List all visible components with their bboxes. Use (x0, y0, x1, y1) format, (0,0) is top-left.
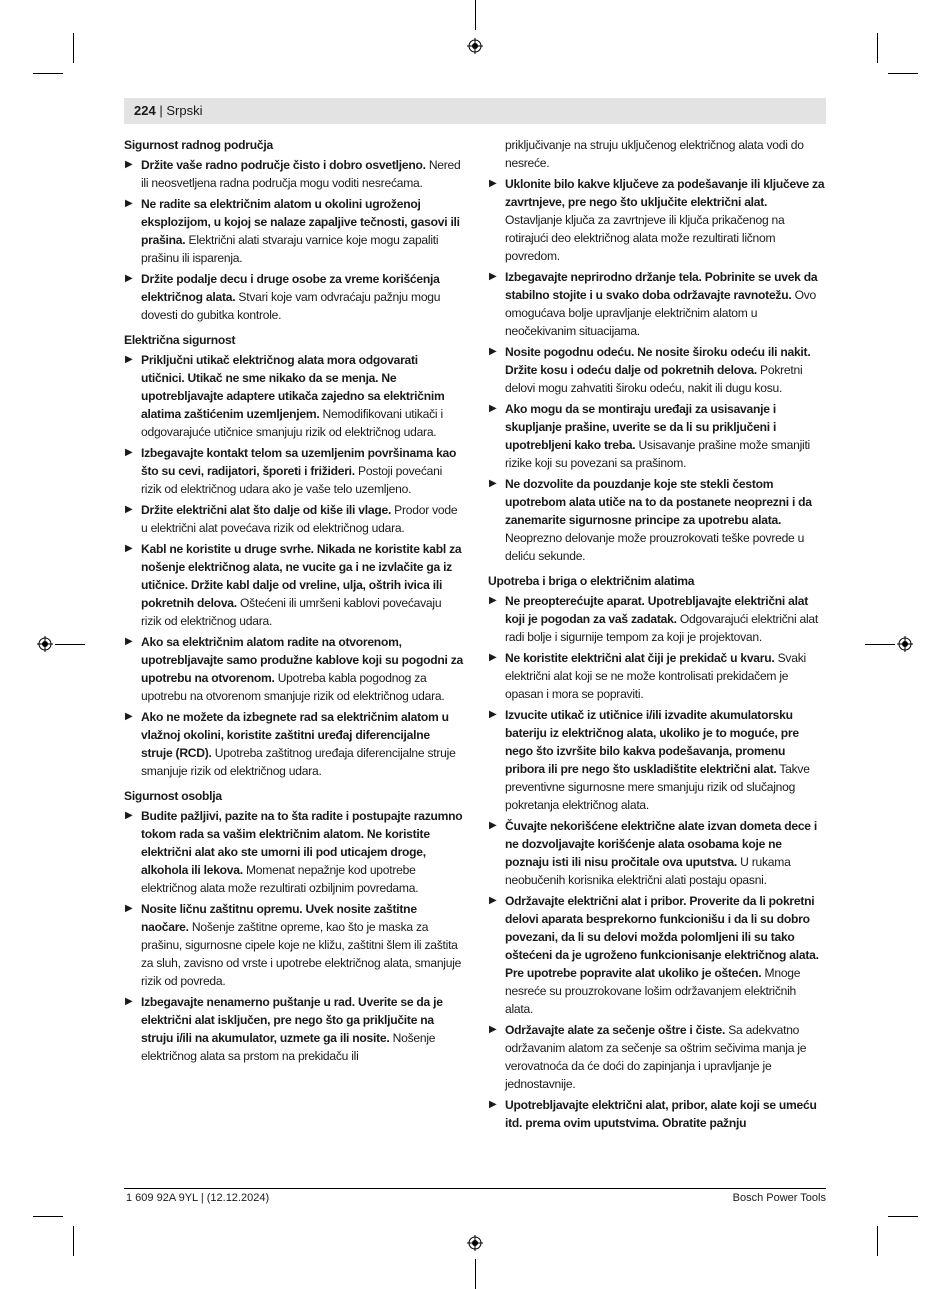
bullet-triangle-icon: ▶ (489, 652, 497, 663)
bullet-triangle-icon: ▶ (489, 595, 497, 606)
safety-list-item (488, 175, 827, 265)
bullet-triangle-icon: ▶ (125, 273, 133, 284)
footer-rule (124, 1188, 826, 1189)
registration-mark-icon (467, 1235, 483, 1251)
section-heading: Sigurnost osoblja (124, 789, 222, 803)
safety-list-item (488, 1096, 827, 1132)
explanation-text: Nemodifikovani utikači i odgovarajuće utičnice smanjuju rizik od električnog udara. (141, 407, 443, 439)
safety-list-item (488, 817, 827, 889)
bullet-triangle-icon: ▶ (125, 903, 133, 914)
safety-list-item (488, 649, 827, 703)
instruction-text: Nosite ličnu zaštitnu opremu. Uvek nosite zaštitne naočare. (141, 902, 417, 934)
explanation-text: Električni alati stvaraju varnice koje mogu zapaliti prašinu ili isparenja. (141, 233, 439, 265)
instruction-text: Održavajte alate za sečenje oštre i čiste. (505, 1023, 726, 1037)
safety-list-item (124, 444, 463, 498)
bullet-triangle-icon: ▶ (489, 403, 497, 414)
instruction-text: Izbegavajte neprirodno držanje tela. Pobrinite se uvek da stabilno stojite i u svako doba održavajte ravnotežu. (505, 270, 818, 302)
safety-list-item (488, 1021, 827, 1093)
instruction-text: Držite vaše radno područje čisto i dobro osvetljeno. (141, 158, 426, 172)
safety-list-item (124, 540, 463, 630)
explanation-text: Oštećeni ili umršeni kablovi povećavaju rizik od električnog udara. (141, 596, 442, 628)
section-heading: Električna sigurnost (124, 333, 236, 347)
bullet-triangle-icon: ▶ (125, 996, 133, 1007)
safety-list-item (124, 351, 463, 441)
bullet-triangle-icon: ▶ (125, 711, 133, 722)
instruction-text: Držite električni alat što dalje od kiše ili vlage. (141, 503, 392, 517)
instruction-text: Čuvajte nekorišćene električne alate izvan dometa dece i ne dozvoljavajte korišćenje alata osobama koje ne poznaju isti ili nisu pročitale ova uputstva. (505, 819, 818, 869)
bullet-triangle-icon: ▶ (489, 178, 497, 189)
header-separator: | (159, 103, 163, 118)
registration-mark-icon (37, 636, 53, 652)
instruction-text: Ako sa električnim alatom radite na otvorenom, upotrebljavajte samo produžne kablove koji su pogodni za upotrebu na otvorenom. (141, 635, 463, 685)
safety-list-item (488, 268, 827, 340)
instruction-text: Budite pažljivi, pazite na to šta radite i postupajte razumno tokom rada sa vašim električnim alatom. Ne koristite električni alat ako ste umorni ili pod uticajem droge, alkohola ili lekova. (141, 809, 463, 877)
explanation-text: Ovo omogućava bolje upravljanje električnim alatom u neočekivanim situacijama. (505, 288, 817, 338)
explanation-text: Svaki električni alat koji se ne može kontrolisati prekidačem je opasan i mora se popraviti. (505, 651, 806, 701)
bullet-triangle-icon: ▶ (125, 810, 133, 821)
safety-list-item (124, 993, 463, 1065)
safety-list-item (124, 708, 463, 780)
instruction-text: Izbegavajte kontakt telom sa uzemljenim površinama kao što su cevi, radijatori, šporeti i frižideri. (141, 446, 457, 478)
crop-mark (865, 644, 895, 645)
left-column (124, 136, 463, 1068)
explanation-text: Takve preventivne sigurnosne mere smanjuju rizik od slučajnog pokretanja električnog alata. (505, 762, 810, 812)
page-number: 224 (134, 103, 156, 118)
crop-mark (475, 0, 476, 30)
safety-list-item (124, 633, 463, 705)
safety-list-item (488, 892, 827, 1018)
explanation-text: Nošenje zaštitne opreme, kao što je maska za prašinu, sigurnosne cipele koje ne kližu, zaštitni šlem ili zaštita za sluh, zavisno od vrste i upotrebe električnog alata, smanjuje rizik od povreda. (141, 920, 462, 988)
instruction-text: Održavajte električni alat i pribor. Proverite da li pokretni delovi aparata besprekorno funkcionišu i da li su dobro povezani, da li su delovi možda polomljeni ili su tako oštećeni da je ugroženo funkcionisanje električnog alata. Pre upotrebe popravite alat ukoliko je oštećen. (505, 894, 819, 980)
bullet-triangle-icon: ▶ (489, 346, 497, 357)
safety-list-item (488, 592, 827, 646)
safety-list-item (488, 706, 827, 814)
section-heading: Upotreba i briga o električnim alatima (488, 574, 695, 588)
bullet-triangle-icon: ▶ (489, 478, 497, 489)
bullet-triangle-icon: ▶ (489, 709, 497, 720)
explanation-text: Upotreba kabla pogodnog za upotrebu na otvorenom smanjuje rizik od električnog udara. (141, 671, 445, 703)
instruction-text: Uklonite bilo kakve ključeve za podešavanje ili ključeve za zavrtnjeve, pre nego što uključite električni alat. (505, 177, 825, 209)
instruction-text: Ne dozvolite da pouzdanje koje ste stekli čestom upotrebom alata utiče na to da postanete neoprezni i da zanemarite sigurnosne principe za upotrebu alata. (505, 477, 812, 527)
bullet-triangle-icon: ▶ (489, 1099, 497, 1110)
footer-doc-code: 1 609 92A 9YL | (12.12.2024) (126, 1192, 270, 1204)
safety-list-item (488, 343, 827, 397)
crop-mark (73, 33, 74, 63)
header-band (124, 98, 826, 124)
explanation-text: Upotreba zaštitnog uređaja diferencijalne struje smanjuje rizik od električnog udara. (141, 746, 456, 778)
bullet-triangle-icon: ▶ (489, 895, 497, 906)
explanation-text: Nošenje električnog alata sa prstom na prekidaču ili (141, 1031, 436, 1063)
continued-text: priključivanje na struju uključenog električnog alata vodi do nesreće. (505, 138, 804, 170)
explanation-text: Momenat nepažnje kod upotrebe električnog alata može rezultirati ozbiljnim povredama. (141, 863, 419, 895)
explanation-text: Usisavanje prašine može smanjiti rizike koji su povezani sa prašinom. (505, 438, 810, 470)
page-header (134, 104, 202, 118)
bullet-triangle-icon: ▶ (489, 820, 497, 831)
safety-list-item (124, 900, 463, 990)
safety-list-item (124, 807, 463, 897)
crop-mark (877, 33, 878, 63)
header-language: Srpski (166, 103, 203, 118)
explanation-text: Sa adekvatno održavanim alatom za sečenje sa oštrim sečivima manja je verovatnoća da će doći do zapinjanja i upravljanje je jednostavnije. (505, 1023, 807, 1091)
bullet-triangle-icon: ▶ (125, 198, 133, 209)
registration-mark-icon (467, 38, 483, 54)
explanation-text: U rukama neobučenih korisnika električni alati postaju opasni. (505, 855, 791, 887)
crop-mark (55, 644, 85, 645)
safety-list-item (124, 156, 463, 192)
explanation-text: Stvari koje vam odvraćaju pažnju mogu dovesti do gubitka kontrole. (141, 290, 441, 322)
bullet-triangle-icon: ▶ (489, 271, 497, 282)
instruction-text: Kabl ne koristite u druge svrhe. Nikada ne koristite kabl za nošenje električnog alata, ne vucite ga i ne izvlačite ga iz utičnice. Držite kabl dalje od vreline, ulja, oštrih ivica ili pokretnih delova. (141, 542, 462, 610)
bullet-triangle-icon: ▶ (489, 1024, 497, 1035)
bullet-triangle-icon: ▶ (125, 159, 133, 170)
explanation-text: Prodor vode u električni alat povećava rizik od električnog udara. (141, 503, 458, 535)
instruction-text: Držite podalje decu i druge osobe za vreme korišćenja električnog alata. (141, 272, 440, 304)
crop-mark (888, 73, 918, 74)
instruction-text: Priključni utikač električnog alata mora odgovarati utičnici. Utikač ne sme nikako da se menja. Ne upotrebljavajte adaptere utikača zajedno sa električnim alatima zaštićenim uzemljenjem. (141, 353, 445, 421)
instruction-text: Izvucite utikač iz utičnice i/ili izvadite akumulatorsku bateriju iz električnog alata, ukoliko je to moguće, pre nego što izvršite bilo kakva podešavanja, promenu pribora ili pre nego što uskladištite električni alat. (505, 708, 799, 776)
section-heading: Sigurnost radnog područja (124, 138, 273, 152)
explanation-text: Postoji povećani rizik od električnog udara ako je vaše telo uzemljeno. (141, 464, 443, 496)
crop-mark (33, 73, 63, 74)
bullet-triangle-icon: ▶ (125, 504, 133, 515)
safety-list-item (488, 475, 827, 565)
instruction-text: Ne radite sa električnim alatom u okolini ugroženoj eksplozijom, u kojoj se nalaze zapaljive tečnosti, gasovi ili prašina. (141, 197, 460, 247)
explanation-text: Odgovarajući električni alat radi bolje i sigurnije tempom za koji je projektovan. (505, 612, 819, 644)
safety-list-item (488, 400, 827, 472)
instruction-text: Ako ne možete da izbegnete rad sa električnim alatom u vlažnoj okolini, koristite zaštitni uređaj diferencijalne struje (RCD). (141, 710, 449, 760)
bullet-triangle-icon: ▶ (125, 354, 133, 365)
crop-mark (877, 1226, 878, 1256)
instruction-text: Upotrebljavajte električni alat, pribor, alate koji se umeću itd. prema ovim uputstvima. Obratite pažnju (505, 1098, 817, 1130)
safety-list-item (124, 195, 463, 267)
crop-mark (888, 1216, 918, 1217)
registration-mark-icon (897, 636, 913, 652)
explanation-text: Mnoge nesreće su prouzrokovane lošim održavanjem električnih alata. (505, 966, 801, 1016)
footer-brand: Bosch Power Tools (732, 1192, 826, 1204)
instruction-text: Izbegavajte nenamerno puštanje u rad. Uverite se da je električni alat isključen, pre nego što ga priključite na struju i/ili na akumulator, uzmete ga ili nosite. (141, 995, 443, 1045)
right-column (488, 136, 827, 1135)
explanation-text: Nered ili neosvetljena radna područja mogu voditi nesrećama. (141, 158, 461, 190)
bullet-triangle-icon: ▶ (125, 447, 133, 458)
crop-mark (475, 1259, 476, 1289)
bullet-triangle-icon: ▶ (125, 543, 133, 554)
instruction-text: Nosite pogodnu odeću. Ne nosite široku odeću ili nakit. Držite kosu i odeću dalje od pokretnih delova. (505, 345, 811, 377)
explanation-text: Neoprezno delovanje može prouzrokovati teške povrede u deliću sekunde. (505, 531, 805, 563)
instruction-text: Ako mogu da se montiraju uređaji za usisavanje i skupljanje prašine, uverite se da li su priključeni i upotrebljeni kako treba. (505, 402, 777, 452)
crop-mark (73, 1226, 74, 1256)
safety-list-item (124, 270, 463, 324)
explanation-text: Ostavljanje ključa za zavrtnjeve ili ključa prikačenog na rotirajući deo električnog alata može rezultirati ličnom povredom. (505, 213, 785, 263)
instruction-text: Ne preopterećujte aparat. Upotrebljavajte električni alat koji je pogodan za vaš zadatak. (505, 594, 808, 626)
instruction-text: Ne koristite električni alat čiji je prekidač u kvaru. (505, 651, 775, 665)
safety-list-item (124, 501, 463, 537)
crop-mark (33, 1216, 63, 1217)
bullet-triangle-icon: ▶ (125, 636, 133, 647)
explanation-text: Pokretni delovi mogu zahvatiti široku odeću, nakit ili dugu kosu. (505, 363, 803, 395)
